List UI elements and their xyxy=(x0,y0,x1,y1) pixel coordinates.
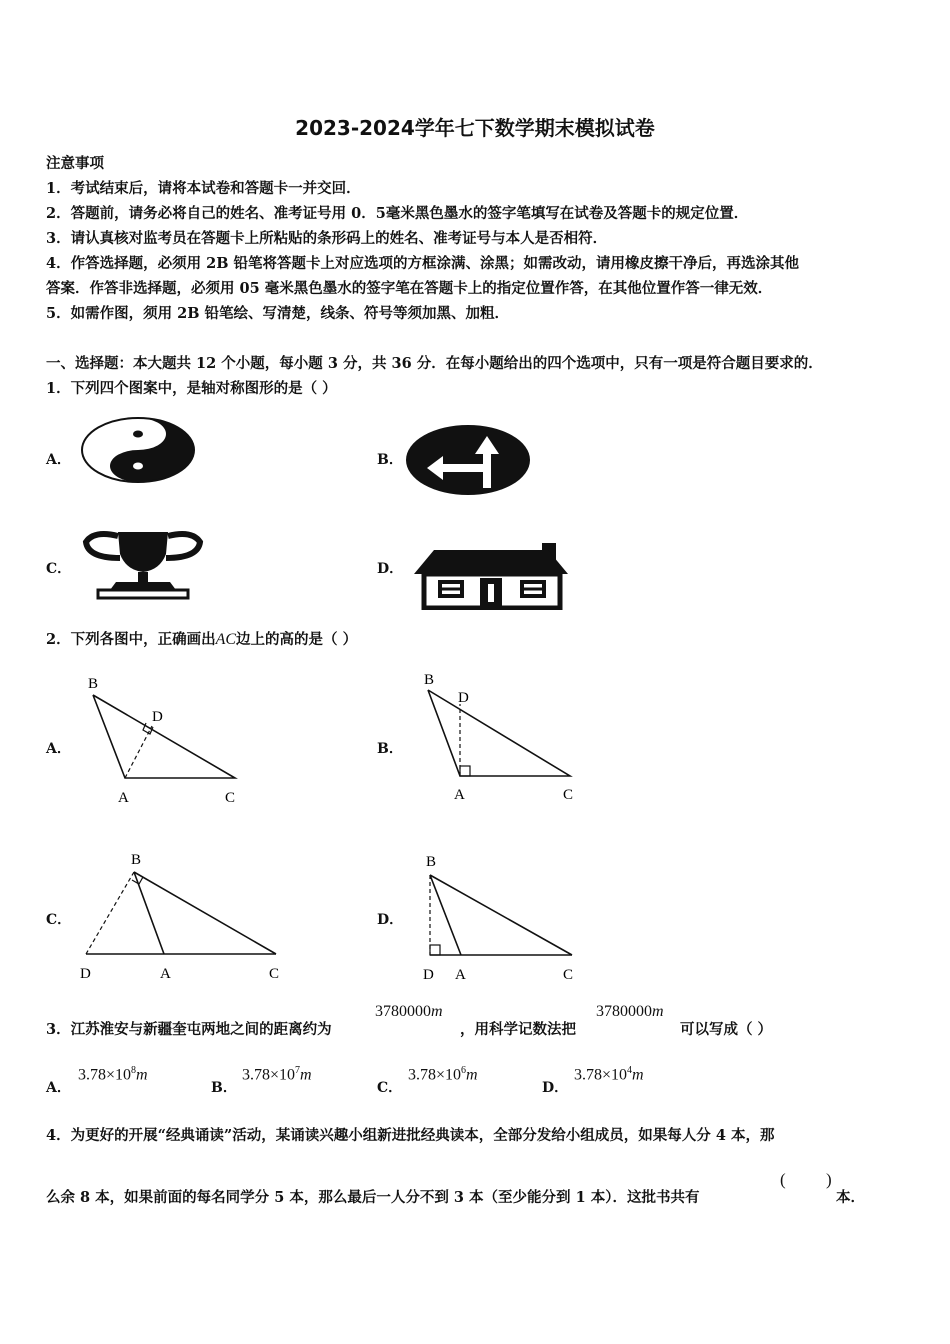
question-3-stem-3: 可以写成（ ） xyxy=(680,1021,773,1038)
point-a-label: A xyxy=(455,967,466,983)
point-b-label: B xyxy=(424,672,435,688)
point-c-label: C xyxy=(269,966,280,982)
point-c-label: C xyxy=(225,790,236,806)
point-a-label: A xyxy=(454,787,465,803)
notice-item: 5．如需作图，须用 2B 铅笔绘、写清楚，线条、符号等须加黑、加粗． xyxy=(46,305,510,322)
notice-item: 答案．作答非选择题，必须用 05 毫米黑色墨水的签字笔在答题卡上的指定位置作答，在其他位置作答一律无效． xyxy=(46,280,773,297)
mantissa: 3.78×10 xyxy=(408,1066,462,1084)
point-d-label: D xyxy=(458,690,469,706)
q3-distance-value xyxy=(375,1003,443,1021)
q2-option-b-label[interactable]: B． xyxy=(377,741,403,757)
q3-unit: m xyxy=(431,1003,443,1020)
answer-blank-close[interactable]: ) xyxy=(826,1170,832,1189)
point-b-label: B xyxy=(88,676,99,692)
q3-option-d-label[interactable]: D． xyxy=(542,1080,569,1096)
q1-option-a-label[interactable]: A． xyxy=(46,452,71,468)
notice-heading: 注意事项 xyxy=(46,155,104,172)
notice-item: 1．考试结束后，请将本试卷和答题卡一并交回． xyxy=(46,180,361,197)
q2-option-c-label[interactable]: C． xyxy=(46,912,72,928)
notice-item: 2．答题前，请务必将自己的姓名、准考证号用 0．5毫米黑色墨水的签字笔填写在试卷及答题卡的规定位置． xyxy=(46,205,749,222)
point-c-label: C xyxy=(563,787,574,803)
exponent: 7 xyxy=(295,1065,301,1076)
mantissa: 3.78×10 xyxy=(242,1066,296,1084)
road-sign-icon[interactable] xyxy=(405,424,531,496)
q1-option-d-label[interactable]: D． xyxy=(377,561,404,577)
q2-figure-b[interactable] xyxy=(418,664,588,810)
point-d-label: D xyxy=(423,967,434,983)
q1-option-c-label[interactable]: C． xyxy=(46,561,72,577)
section-heading: 一、选择题：本大题共 12 个小题，每小题 3 分，共 36 分．在每小题给出的四个选项中，只有一项是符合题目要求的． xyxy=(46,355,823,372)
question-1-stem: 1．下列四个图案中，是轴对称图形的是（ ） xyxy=(46,380,337,397)
point-d-label: D xyxy=(152,709,163,725)
q3-option-a-value[interactable] xyxy=(78,1065,148,1084)
exponent: 4 xyxy=(627,1065,633,1076)
exponent: 6 xyxy=(461,1065,467,1076)
q2-figure-a[interactable] xyxy=(80,668,250,810)
yin-yang-icon[interactable] xyxy=(80,416,196,484)
question-2-stem xyxy=(46,628,357,649)
question-4-line-2: 么余 8 本，如果前面的每名同学分 5 本，那么最后一人分不到 3 本（至少能分到 1 本）．这批书共有 xyxy=(46,1189,700,1206)
unit: m xyxy=(466,1066,478,1084)
exponent: 8 xyxy=(131,1065,137,1076)
q2-option-d-label[interactable]: D． xyxy=(377,912,404,928)
question-3-stem-2: ，用科学记数法把 xyxy=(460,1021,576,1038)
q3-option-c-label[interactable]: C． xyxy=(377,1080,403,1096)
q2-stem-math: AC xyxy=(215,631,237,648)
q3-option-d-value[interactable] xyxy=(574,1065,644,1084)
mantissa: 3.78×10 xyxy=(78,1066,132,1084)
point-a-label: A xyxy=(118,790,129,806)
q3-option-b-label[interactable]: B． xyxy=(211,1080,237,1096)
q3-value: 3780000 xyxy=(596,1003,652,1020)
q2-figure-c[interactable] xyxy=(76,846,290,986)
unit: m xyxy=(136,1066,148,1084)
notice-item: 3．请认真核对监考员在答题卡上所粘贴的条形码上的姓名、准考证号与本人是否相符． xyxy=(46,230,608,247)
point-b-label: B xyxy=(131,852,142,868)
mantissa: 3.78×10 xyxy=(574,1066,628,1084)
q3-option-c-value[interactable] xyxy=(408,1065,478,1084)
point-b-label: B xyxy=(426,854,437,870)
house-icon[interactable] xyxy=(410,540,572,610)
question-4-line-1: 4．为更好的开展“经典诵读”活动，某诵读兴趣小组新进批经典读本，全部分发给小组成员，如果每人分 4 本，那 xyxy=(46,1127,775,1144)
q3-distance-value-repeat xyxy=(596,1003,664,1021)
answer-blank-open[interactable]: ( xyxy=(780,1170,786,1189)
q3-unit: m xyxy=(652,1003,664,1020)
q2-stem-before: 2．下列各图中，正确画出 xyxy=(46,631,216,648)
unit: m xyxy=(632,1066,644,1084)
q3-value: 3780000 xyxy=(375,1003,431,1020)
point-c-label: C xyxy=(563,967,574,983)
question-4-tail: 本． xyxy=(836,1189,865,1206)
notice-item: 4．作答选择题，必须用 2B 铅笔将答题卡上对应选项的方框涂满、涂黑；如需改动，请用橡皮擦干净后，再选涂其他 xyxy=(46,255,800,272)
q2-option-a-label[interactable]: A． xyxy=(46,741,71,757)
q1-option-b-label[interactable]: B． xyxy=(377,452,403,468)
point-a-label: A xyxy=(160,966,171,982)
page-title: 2023-2024学年七下数学期末模拟试卷 xyxy=(295,116,655,140)
point-d-label: D xyxy=(80,966,91,982)
question-3-stem-1: 3．江苏淮安与新疆奎屯两地之间的距离约为 xyxy=(46,1021,332,1038)
q2-stem-after: 边上的高的是（ ） xyxy=(236,631,358,648)
q3-option-b-value[interactable] xyxy=(242,1065,312,1084)
trophy-icon[interactable] xyxy=(80,528,206,600)
q3-option-a-label[interactable]: A． xyxy=(46,1080,71,1096)
unit: m xyxy=(300,1066,312,1084)
q2-figure-d[interactable] xyxy=(418,848,588,988)
